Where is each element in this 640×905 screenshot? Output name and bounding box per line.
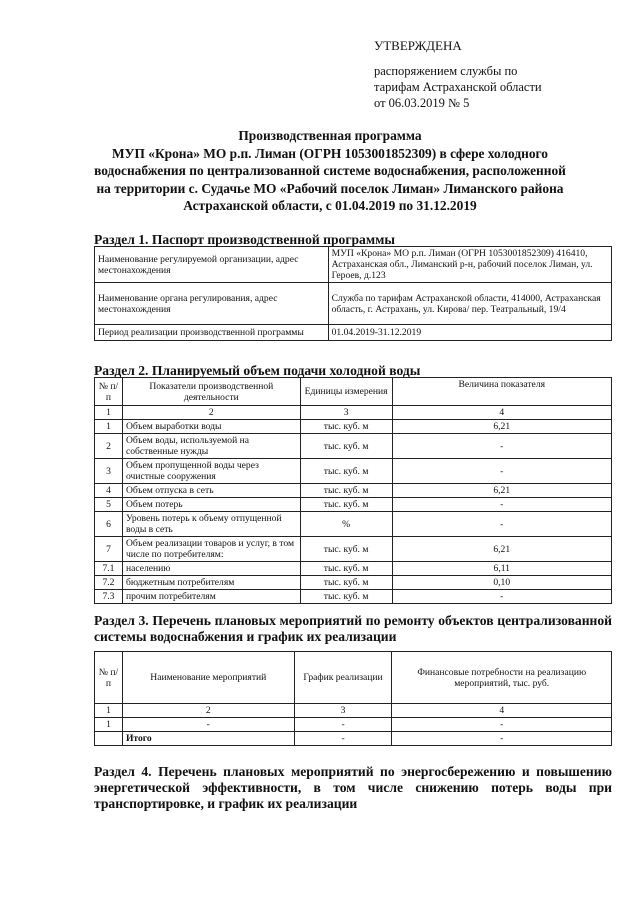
- header-number: № п/п: [95, 378, 123, 406]
- table-row: [95, 537, 612, 562]
- header-number: № п/п: [95, 652, 123, 704]
- document-title: [76, 127, 584, 215]
- table-row: [95, 420, 612, 434]
- row-indicator: бюджетным потребителям: [122, 576, 300, 590]
- row-value: -: [392, 512, 611, 537]
- title-line: водоснабжения по централизованной системе водоснабжения, расположенной: [94, 163, 566, 178]
- row-number: 1: [95, 420, 123, 434]
- section1-heading: Раздел 1. Паспорт производственной программы: [94, 232, 395, 247]
- numbering-cell: 1: [95, 406, 123, 420]
- row-value: 6,21: [392, 484, 611, 498]
- passport-value: 01.04.2019-31.12.2019: [328, 325, 611, 341]
- table-row: [95, 434, 612, 459]
- table-row: [95, 576, 612, 590]
- row-number: 7: [95, 537, 123, 562]
- passport-label: Наименование регулируемой организации, адрес местонахождения: [95, 247, 329, 283]
- row-number: 3: [95, 459, 123, 484]
- row-unit: %: [300, 512, 392, 537]
- row-unit: тыс. куб. м: [300, 498, 392, 512]
- total-schedule: -: [294, 732, 392, 746]
- header-indicator: Показатели производственной деятельности: [122, 378, 300, 406]
- row-number: 2: [95, 434, 123, 459]
- approval-line: тарифам Астраханской области: [374, 80, 542, 94]
- header-measure: Наименование мероприятий: [122, 652, 294, 704]
- header-schedule: График реализации: [294, 652, 392, 704]
- row-value: -: [392, 498, 611, 512]
- passport-row: [95, 283, 612, 325]
- table-row: [95, 498, 612, 512]
- row-value: 6,21: [392, 537, 611, 562]
- row-value: -: [392, 434, 611, 459]
- row-value: 6,11: [392, 562, 611, 576]
- header-value: Величина показателя: [392, 378, 611, 406]
- water-volume-table: [94, 377, 612, 604]
- row-measure: -: [122, 718, 294, 732]
- row-indicator: прочим потребителям: [122, 590, 300, 604]
- row-number: 6: [95, 512, 123, 537]
- row-indicator: Объем реализации товаров и услуг, в том числе по потребителям:: [122, 537, 300, 562]
- row-number: 1: [95, 718, 123, 732]
- numbering-cell: 2: [122, 406, 300, 420]
- total-row: [95, 732, 612, 746]
- row-unit: тыс. куб. м: [300, 420, 392, 434]
- row-number: 4: [95, 484, 123, 498]
- row-indicator: Объем воды, используемой на собственные нужды: [122, 434, 300, 459]
- table-row: [95, 484, 612, 498]
- total-label: Итого: [122, 732, 294, 746]
- table-row: [95, 512, 612, 537]
- row-value: -: [392, 590, 611, 604]
- numbering-cell: 2: [122, 704, 294, 718]
- title-line: Астраханской области, с 01.04.2019 по 31.12.2019: [183, 198, 477, 213]
- row-indicator: Объем потерь: [122, 498, 300, 512]
- title-line: Производственная программа: [238, 128, 422, 143]
- section3-heading: Раздел 3. Перечень плановых мероприятий по ремонту объектов централизованной системы водоснабжения и график их реализации: [94, 613, 612, 644]
- table-row: [95, 718, 612, 732]
- title-line: на территории с. Судачье МО «Рабочий поселок Лиман» Лиманского района: [96, 180, 564, 196]
- numbering-cell: 1: [95, 704, 123, 718]
- passport-value: Служба по тарифам Астраханской области, 414000, Астраханская область, г. Астрахань, ул. Кирова/ пер. Театральный, 19/4: [328, 283, 611, 325]
- row-number: [95, 732, 123, 746]
- table-header-row: [95, 652, 612, 704]
- row-indicator: населению: [122, 562, 300, 576]
- row-indicator: Объем выработки воды: [122, 420, 300, 434]
- row-value: 0,10: [392, 576, 611, 590]
- row-financing: -: [392, 718, 612, 732]
- passport-row: [95, 247, 612, 283]
- approval-block: [374, 38, 542, 111]
- row-unit: тыс. куб. м: [300, 576, 392, 590]
- section2-heading: Раздел 2. Планируемый объем подачи холодной воды: [94, 363, 421, 378]
- numbering-cell: 3: [294, 704, 392, 718]
- approval-line: распоряжением службы по: [374, 64, 518, 78]
- passport-label: Наименование органа регулирования, адрес местонахождения: [95, 283, 329, 325]
- row-number: 5: [95, 498, 123, 512]
- row-unit: тыс. куб. м: [300, 562, 392, 576]
- table-row: [95, 459, 612, 484]
- title-line: МУП «Крона» МО р.п. Лиман (ОГРН 1053001852309) в сфере холодного: [112, 145, 548, 161]
- total-value: -: [392, 732, 612, 746]
- passport-value: МУП «Крона» МО р.п. Лиман (ОГРН 1053001852309) 416410, Астраханская обл., Лиманский р-н, рабочий поселок Лиман, ул. Героев, д.123: [328, 247, 611, 283]
- row-unit: тыс. куб. м: [300, 537, 392, 562]
- numbering-row: [95, 704, 612, 718]
- row-value: -: [392, 459, 611, 484]
- row-unit: тыс. куб. м: [300, 590, 392, 604]
- passport-row: [95, 325, 612, 341]
- passport-table: [94, 246, 612, 341]
- numbering-cell: 4: [392, 406, 611, 420]
- row-indicator: Объем пропущенной воды через очистные сооружения: [122, 459, 300, 484]
- repair-plan-table: [94, 651, 612, 746]
- table-row: [95, 590, 612, 604]
- row-unit: тыс. куб. м: [300, 484, 392, 498]
- numbering-cell: 4: [392, 704, 612, 718]
- row-indicator: Объем отпуска в сеть: [122, 484, 300, 498]
- header-financing: Финансовые потребности на реализацию мероприятий, тыс. руб.: [392, 652, 612, 704]
- approval-line: от 06.03.2019 № 5: [374, 96, 470, 110]
- row-indicator: Уровень потерь к объему отпущенной воды в сеть: [122, 512, 300, 537]
- numbering-row: [95, 406, 612, 420]
- numbering-cell: 3: [300, 406, 392, 420]
- header-unit: Единицы измерения: [300, 378, 392, 406]
- row-number: 7.1: [95, 562, 123, 576]
- row-number: 7.2: [95, 576, 123, 590]
- row-unit: тыс. куб. м: [300, 434, 392, 459]
- section4-heading: Раздел 4. Перечень плановых мероприятий по энергосбережению и повышению энергетической эффективности, в том числе снижению потерь воды при транспортировке, и график их реализации: [94, 764, 612, 811]
- approval-heading: УТВЕРЖДЕНА: [374, 38, 462, 53]
- passport-label: Период реализации производственной программы: [95, 325, 329, 341]
- table-row: [95, 562, 612, 576]
- table-header-row: [95, 378, 612, 406]
- row-value: 6,21: [392, 420, 611, 434]
- row-number: 7.3: [95, 590, 123, 604]
- row-unit: тыс. куб. м: [300, 459, 392, 484]
- row-schedule: -: [294, 718, 392, 732]
